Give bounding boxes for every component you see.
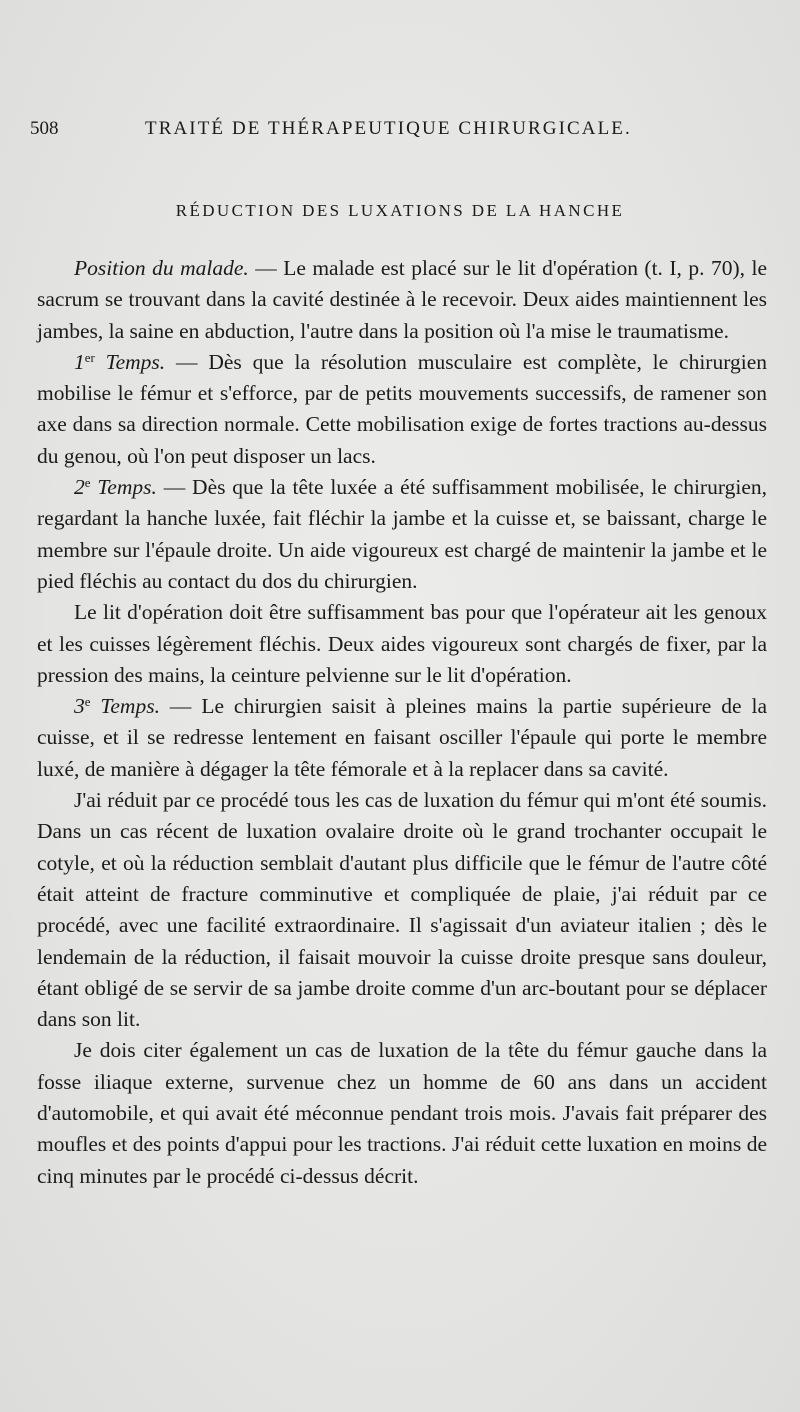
paragraph-operating-bed bbox=[37, 597, 767, 691]
paragraph-text: Je dois citer également un cas de luxation de la tête du fémur gauche dans la fosse iliaque externe, survenue chez un homme de 60 ans dans un accident d'automobile, et qui avait été méconnue pendant trois mois. J'avais fait préparer des moufles et des points d'appui pour les tractions. J'ai réduit cette luxation en moins de cinq minutes par le procédé ci-dessus décrit. bbox=[37, 1038, 767, 1188]
paragraph-second-step bbox=[37, 472, 767, 597]
running-title: TRAITÉ DE THÉRAPEUTIQUE CHIRURGICALE. bbox=[145, 118, 632, 139]
page-header bbox=[30, 118, 770, 144]
section-title: RÉDUCTION DES LUXATIONS DE LA HANCHE bbox=[175, 201, 625, 220]
paragraph-lead: 3e Temps. bbox=[74, 694, 160, 719]
paragraph-text: — Dès que la tête luxée a été suffisamment mobilisée, le chirurgien, regardant la hanche luxée, fait fléchir la jambe et la cuisse et, se baissant, charge le membre sur l'épaule droite. Un aide vigoureux est chargé de maintenir la jambe et le pied fléchis au contact du dos du chirurgien. bbox=[37, 475, 767, 593]
paragraph-position bbox=[37, 253, 767, 347]
page-number: 508 bbox=[30, 118, 59, 139]
paragraph-third-step bbox=[37, 691, 767, 785]
body-text bbox=[37, 253, 767, 1192]
paragraph-text: Le lit d'opération doit être suffisamment bas pour que l'opérateur ait les genoux et les cuisses légèrement fléchis. Deux aides vigoureux sont chargés de fixer, par la pression des mains, la ceinture pelvienne sur le lit d'opération. bbox=[37, 600, 767, 687]
paragraph-text: — Le malade est placé sur le lit d'opération (t. I, p. 70), le sacrum se trouvant dans la cavité destinée à le recevoir. Deux aides maintiennent les jambes, la saine en abduction, l'autre dans la position où l'a mise le traumatisme. bbox=[37, 256, 767, 343]
paragraph-first-step bbox=[37, 347, 767, 472]
paragraph-case-automobile bbox=[37, 1035, 767, 1191]
paragraph-case-aviator bbox=[37, 785, 767, 1035]
paragraph-lead: 1er Temps. bbox=[74, 349, 166, 374]
paragraph-lead: Position du malade. bbox=[74, 256, 249, 280]
paragraph-text: — Dès que la résolution musculaire est complète, le chirurgien mobilise le fémur et s'efforce, par de petits mouvements successifs, de ramener son axe dans sa direction normale. Cette mobilisation exige de fortes tractions au-dessus du genou, où l'on peut disposer un lacs. bbox=[37, 349, 767, 468]
paragraph-lead: 2e Temps. bbox=[74, 475, 157, 500]
paragraph-text: — Le chirurgien saisit à pleines mains la partie supérieure de la cuisse, et il se redresse lentement en faisant osciller l'épaule qui porte le membre luxé, de manière à dégager la tête fémorale et à la replacer dans sa cavité. bbox=[37, 694, 767, 781]
paragraph-text: J'ai réduit par ce procédé tous les cas de luxation du fémur qui m'ont été soumis. Dans un cas récent de luxation ovalaire droite où le grand trochanter occupait le cotyle, et où la réduction semblait d'autant plus difficile que le fémur de l'autre côté était atteint de fracture comminutive et compliquée de plaie, j'ai réduit par ce procédé, avec une facilité extraordinaire. Il s'agissait d'un aviateur italien ; dès le lendemain de la réduction, il faisait mouvoir la cuisse droite presque sans douleur, étant obligé de se servir de sa jambe droite comme d'un arc-boutant pour se déplacer dans son lit. bbox=[37, 788, 767, 1032]
